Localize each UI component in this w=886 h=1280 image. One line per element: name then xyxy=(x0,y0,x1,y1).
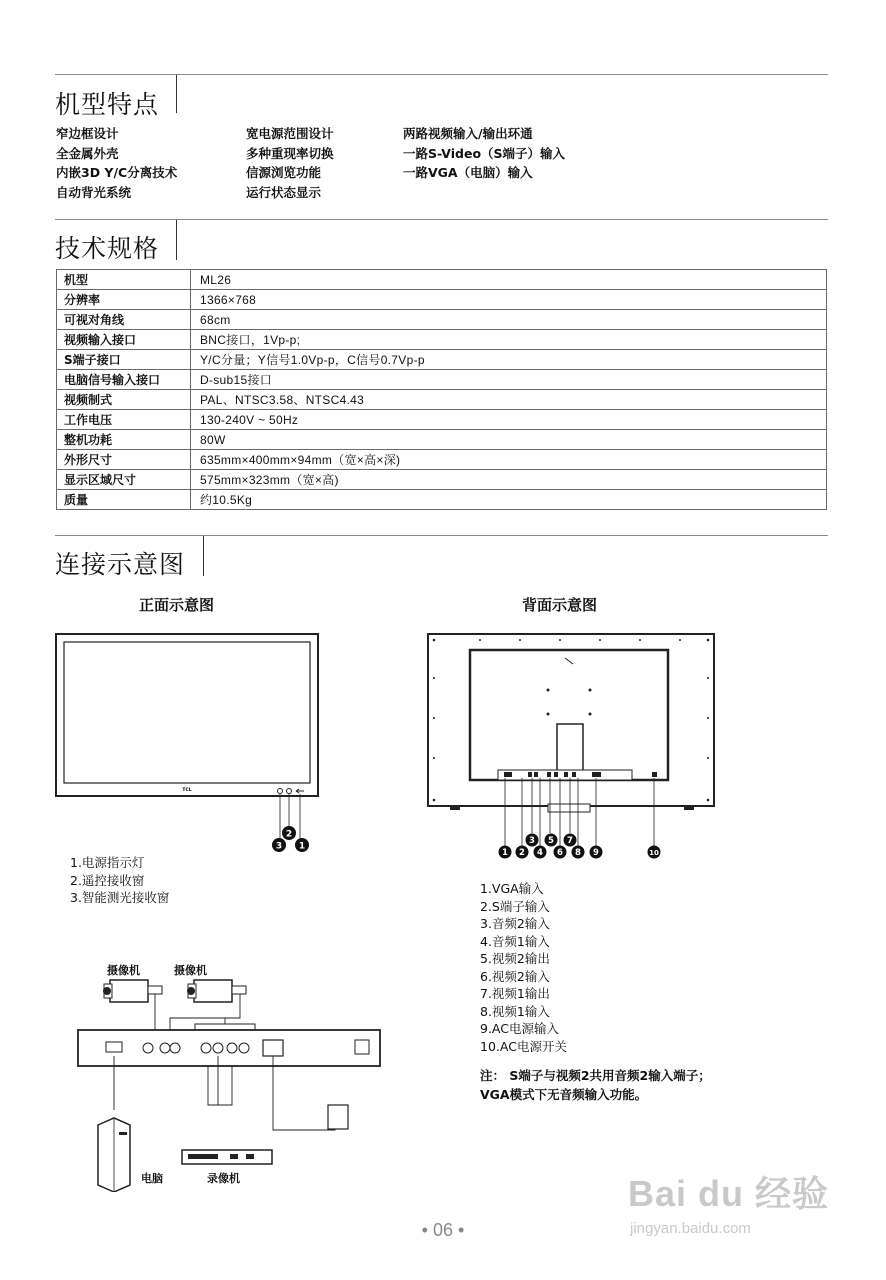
legend-item: 8.视频1输入 xyxy=(480,1003,550,1019)
feature-item: 宽电源范围设计 xyxy=(246,126,334,141)
back-view-title: 背面示意图 xyxy=(522,596,598,614)
spec-key: 视频输入接口 xyxy=(57,330,191,350)
callout-label: 10 xyxy=(649,849,659,857)
feature-item: 一路S-Video（S端子）输入 xyxy=(403,145,566,161)
spec-value: 约10.5Kg xyxy=(191,490,827,510)
spec-value: 130-240V ~ 50Hz xyxy=(191,410,827,430)
page-number: • 06 • xyxy=(421,1220,465,1240)
spec-key: 视频制式 xyxy=(57,390,191,410)
spec-value: 635mm×400mm×94mm（宽×高×深) xyxy=(191,450,827,470)
legend-item: 1.VGA输入 xyxy=(480,881,544,896)
feature-item: 窄边框设计 xyxy=(56,126,119,141)
table-row xyxy=(57,370,827,390)
callout-label: 2 xyxy=(519,848,525,858)
spec-value: 1366×768 xyxy=(191,290,827,310)
stand-foot xyxy=(548,804,590,812)
spec-value: 68cm xyxy=(191,310,827,330)
audio-port xyxy=(170,1043,180,1053)
table-row xyxy=(57,350,827,370)
features-title: 机型特点 xyxy=(55,90,160,119)
camera-icon xyxy=(187,980,246,1002)
connection-title: 连接示意图 xyxy=(55,550,186,579)
legend-item: 4.音频1输入 xyxy=(480,933,550,949)
spec-key: 工作电压 xyxy=(57,410,191,430)
vcr-icon xyxy=(182,1150,272,1164)
camera-icon xyxy=(103,980,162,1002)
callout-label: 1 xyxy=(298,841,306,852)
spec-table xyxy=(56,269,827,510)
device-cable xyxy=(114,1056,335,1130)
spec-value: Y/C分量；Y信号1.0Vp-p，C信号0.7Vp-p xyxy=(191,350,827,370)
feature-item: 信源浏览功能 xyxy=(246,165,322,181)
watermark-url: jingyan.baidu.com xyxy=(630,1220,751,1237)
video-port xyxy=(201,1043,211,1053)
callout-label: 5 xyxy=(548,836,554,846)
spec-value: ML26 xyxy=(191,270,827,290)
feature-item: 多种重现率切换 xyxy=(246,145,334,161)
spec-value: 80W xyxy=(191,430,827,450)
front-view-diagram xyxy=(50,625,330,857)
legend-item: 10.AC电源开关 xyxy=(480,1038,567,1054)
note-line: 注： S端子与视频2共用音频2输入端子； xyxy=(480,1068,711,1083)
camera-label-2: 摄像机 xyxy=(174,964,207,977)
spec-key: 整机功耗 xyxy=(57,430,191,450)
callout-label: 3 xyxy=(275,841,283,852)
table-row xyxy=(57,410,827,430)
vcr-label: 录像机 xyxy=(207,1172,240,1185)
feature-item: 两路视频输入/输出环通 xyxy=(403,126,533,141)
spec-key: 显示区域尺寸 xyxy=(57,470,191,490)
section-rule xyxy=(55,219,828,220)
title-divider xyxy=(176,220,177,260)
back-legend xyxy=(480,880,567,1055)
callout-label: 9 xyxy=(593,848,599,858)
legend-item: 2.S端子输入 xyxy=(480,898,550,914)
vga-port xyxy=(106,1042,122,1052)
feature-item: 内嵌3D Y/C分离技术 xyxy=(56,165,178,181)
spec-key: 可视对角线 xyxy=(57,310,191,330)
legend-item: 3.音频2输入 xyxy=(480,916,550,931)
table-row xyxy=(57,330,827,350)
power-plug xyxy=(263,1040,283,1056)
tv-screen xyxy=(64,642,310,783)
audio-port xyxy=(160,1043,170,1053)
camera-label-1: 摄像机 xyxy=(107,964,140,977)
front-legend xyxy=(70,854,169,907)
legend-item: 5.视频2输出 xyxy=(480,951,550,966)
legend-item: 9.AC电源输入 xyxy=(480,1021,559,1036)
video-port xyxy=(239,1043,249,1053)
tv-brand: TCL xyxy=(182,788,192,793)
feature-item: 自动背光系统 xyxy=(56,185,132,201)
callout-label: 7 xyxy=(567,836,573,846)
pc-icon xyxy=(98,1118,130,1192)
features-col-3 xyxy=(403,124,565,183)
spec-key: 外形尺寸 xyxy=(57,450,191,470)
title-divider xyxy=(203,536,204,576)
video-port xyxy=(213,1043,223,1053)
spec-value: D-sub15接口 xyxy=(191,370,827,390)
callout-label: 2 xyxy=(285,829,293,840)
table-row xyxy=(57,290,827,310)
legend-item: 3.智能测光接收窗 xyxy=(70,890,170,905)
spec-key: S端子接口 xyxy=(57,350,191,370)
callout-label: 4 xyxy=(537,848,543,858)
specs-title: 技术规格 xyxy=(55,234,160,263)
video-port xyxy=(227,1043,237,1053)
watermark-logo: Bai du 经验 xyxy=(628,1173,830,1214)
s-video-port xyxy=(143,1043,153,1053)
title-divider xyxy=(176,75,177,113)
table-row xyxy=(57,310,827,330)
table-row xyxy=(57,470,827,490)
spec-key: 电脑信号输入接口 xyxy=(57,370,191,390)
legend-item: 2.遥控接收窗 xyxy=(70,872,145,888)
feature-item: 全金属外壳 xyxy=(56,145,119,161)
callout-label: 1 xyxy=(502,848,508,858)
spec-key: 质量 xyxy=(57,490,191,510)
section-rule xyxy=(55,535,828,536)
pc-label: 电脑 xyxy=(141,1172,163,1185)
spec-key: 机型 xyxy=(57,270,191,290)
spec-value: PAL、NTSC3.58、NTSC4.43 xyxy=(191,390,827,410)
connection-note xyxy=(480,1066,711,1104)
spec-value: 575mm×323mm（宽×高) xyxy=(191,470,827,490)
legend-item: 1.电源指示灯 xyxy=(70,855,145,870)
table-row xyxy=(57,390,827,410)
callout-label: 6 xyxy=(557,848,563,858)
wiring-diagram xyxy=(70,960,390,1192)
callout-label: 8 xyxy=(575,848,581,858)
feature-item: 运行状态显示 xyxy=(246,185,322,201)
table-row xyxy=(57,270,827,290)
table-row xyxy=(57,430,827,450)
table-row xyxy=(57,490,827,510)
feature-item: 一路VGA（电脑）输入 xyxy=(403,165,533,181)
callout-label: 3 xyxy=(529,836,535,846)
front-view-title: 正面示意图 xyxy=(139,596,215,614)
spec-value: BNC接口，1Vp-p; xyxy=(191,330,827,350)
table-row xyxy=(57,450,827,470)
power-switch xyxy=(355,1040,369,1054)
features-col-2 xyxy=(246,124,334,203)
back-view-diagram xyxy=(420,628,720,864)
features-col-1 xyxy=(56,124,177,203)
spec-key: 分辨率 xyxy=(57,290,191,310)
stand-mount xyxy=(557,724,583,774)
note-line: VGA模式下无音频输入功能。 xyxy=(480,1087,648,1102)
wall-outlet xyxy=(328,1105,348,1129)
legend-item: 7.视频1输出 xyxy=(480,986,550,1001)
legend-item: 6.视频2输入 xyxy=(480,968,550,984)
section-rule xyxy=(55,74,828,75)
